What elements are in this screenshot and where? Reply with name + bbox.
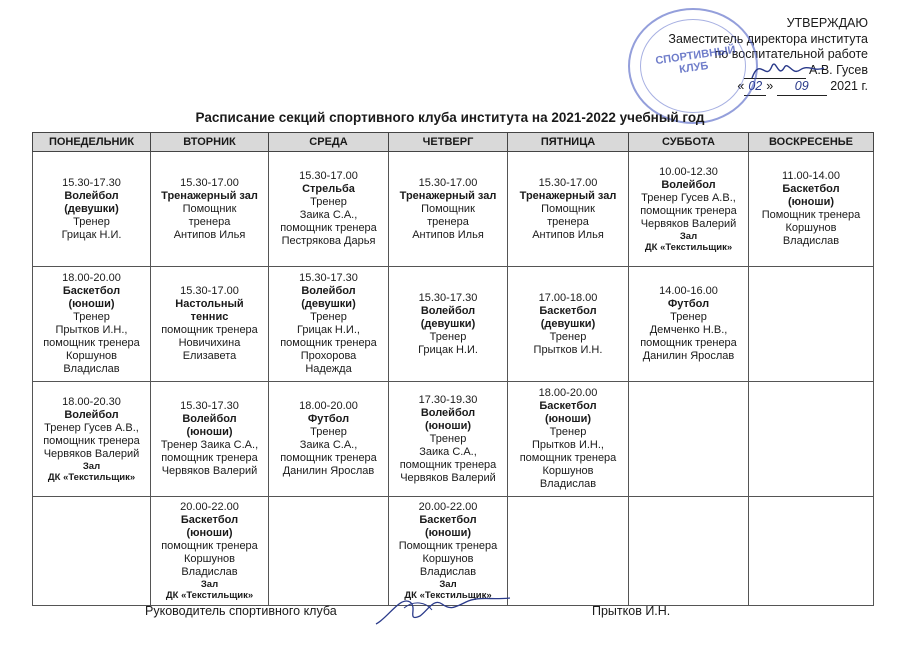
staff-line: Червяков Валерий: [640, 217, 737, 230]
schedule-cell: [151, 497, 269, 606]
venue-line: ДК «Текстильщик»: [404, 590, 492, 601]
staff-line: Прохорова: [300, 350, 357, 362]
staff-line: Тренер: [549, 426, 587, 438]
session-time: 15.30-17.00: [180, 285, 239, 297]
staff-line: Тренер Гусев А.В.,: [44, 421, 139, 434]
staff-line: помощник тренера: [280, 222, 377, 234]
activity-name: (девушки): [540, 317, 596, 330]
staff-line: Помощник: [421, 202, 475, 215]
staff-line: Пестрякова Дарья: [281, 235, 376, 247]
session-time: 15.30-17.30: [62, 176, 121, 189]
staff-line: Владислав: [539, 478, 597, 490]
activity-name: Волейбол: [301, 285, 356, 297]
date-month: 09: [777, 79, 827, 96]
official-stamp: [628, 8, 758, 124]
staff-line: Тренер: [670, 311, 707, 323]
header-monday: ПОНЕДЕЛЬНИК: [33, 133, 151, 152]
activity-name: Тренажерный зал: [519, 189, 617, 202]
venue-line: ДК «Текстильщик»: [165, 590, 254, 601]
club-head-signature: [370, 588, 520, 632]
session-time: 15.30-17.30: [299, 272, 358, 284]
staff-line: Заика С.А.,: [299, 209, 358, 221]
header-tuesday: ВТОРНИК: [151, 133, 269, 152]
staff-line: помощник тренера: [640, 337, 737, 349]
staff-line: Тренер: [429, 330, 467, 343]
staff-line: Антипов Илья: [532, 228, 604, 241]
staff-line: Помощник тренера: [761, 209, 861, 221]
schedule-cell: [629, 152, 749, 267]
staff-line: тренера: [427, 215, 469, 228]
date-close-quote: »: [766, 79, 774, 93]
activity-name: Футбол: [667, 298, 710, 310]
schedule-cell: [269, 382, 389, 497]
date-day: 02: [744, 79, 766, 96]
session-time: 18.00-20.00: [299, 400, 358, 412]
activity-name: Тренажерный зал: [399, 189, 497, 202]
header-wednesday: СРЕДА: [269, 133, 389, 152]
schedule-cell: [151, 267, 269, 382]
staff-line: Заика С.А.,: [299, 439, 358, 451]
schedule-cell: [389, 152, 508, 267]
staff-line: Грицак Н.И.,: [297, 324, 360, 336]
session-time: 10.00-12.30: [659, 165, 718, 178]
schedule-cell: [629, 382, 749, 497]
session-time: 15.30-17.30: [418, 291, 478, 304]
staff-line: Помощник тренера: [398, 540, 498, 552]
staff-line: Прытков И.Н.,: [55, 324, 128, 336]
staff-line: Елизавета: [182, 350, 237, 362]
session-time: 20.00-22.00: [418, 501, 478, 513]
staff-line: помощник тренера: [519, 452, 617, 464]
activity-name: (юноши): [787, 196, 834, 208]
activity-name: Волейбол: [182, 413, 237, 425]
staff-line: Червяков Валерий: [161, 465, 258, 477]
director-signature: [748, 48, 828, 88]
activity-name: Волейбол: [64, 408, 119, 421]
schedule-cell: [749, 267, 874, 382]
staff-line: Тренер Заика С.А.,: [160, 439, 259, 451]
session-time: 15.30-17.00: [538, 176, 598, 189]
date-year: 2021 г.: [830, 79, 868, 93]
staff-line: помощник тренера: [43, 337, 140, 349]
activity-name: Баскетбол: [539, 400, 597, 412]
table-header-row: [33, 133, 874, 152]
activity-name: Баскетбол: [180, 514, 239, 526]
activity-name: (юноши): [424, 419, 471, 432]
schedule-cell: [508, 382, 629, 497]
schedule-cell: [508, 267, 629, 382]
staff-line: помощник тренера: [161, 540, 258, 552]
staff-line: Надежда: [305, 363, 352, 375]
activity-name: Баскетбол: [782, 183, 840, 195]
activity-name: (девушки): [64, 202, 119, 215]
staff-line: Прытков И.Н.: [533, 343, 603, 356]
staff-line: Коршунов: [65, 350, 117, 362]
approval-position-2: по воспитательной работе: [714, 47, 868, 61]
header-sunday: ВОСКРЕСЕНЬЕ: [749, 133, 874, 152]
activity-name: Волейбол: [420, 304, 476, 317]
staff-line: Демченко Н.В.,: [649, 324, 728, 336]
table-row: [33, 267, 874, 382]
session-time: 18.00-20.30: [62, 395, 121, 408]
schedule-cell: [389, 382, 508, 497]
staff-line: Коршунов: [785, 222, 837, 234]
schedule-cell: [33, 382, 151, 497]
activity-name: (юноши): [186, 527, 233, 539]
session-time: 15.30-17.00: [180, 176, 239, 189]
staff-line: тренера: [547, 215, 589, 228]
schedule-cell: [33, 497, 151, 606]
venue-line: Зал: [200, 579, 219, 590]
staff-line: Червяков Валерий: [43, 447, 140, 460]
schedule-cell: [33, 267, 151, 382]
session-time: 17.30-19.30: [418, 393, 478, 406]
approval-position: Заместитель директора института: [668, 31, 868, 46]
footer-role: Руководитель спортивного клуба: [145, 604, 337, 618]
table-row: [33, 382, 874, 497]
table-row: [33, 152, 874, 267]
schedule-cell: [629, 497, 749, 606]
staff-line: помощник тренера: [280, 452, 377, 464]
staff-line: Тренер Гусев А.В.,: [641, 191, 736, 204]
venue-line: Зал: [439, 579, 457, 590]
staff-line: Антипов Илья: [412, 228, 484, 241]
session-time: 14.00-16.00: [659, 285, 718, 297]
activity-name: Баскетбол: [62, 285, 121, 297]
activity-name: Волейбол: [661, 178, 716, 191]
schedule-cell: [749, 382, 874, 497]
schedule-cell: [389, 267, 508, 382]
session-time: 17.00-18.00: [538, 291, 598, 304]
activity-name: Настольный: [175, 298, 244, 310]
staff-line: Тренер: [310, 426, 347, 438]
schedule-cell: [151, 382, 269, 497]
activity-name: (юноши): [424, 527, 471, 539]
schedule-cell: [269, 267, 389, 382]
schedule-cell: [508, 152, 629, 267]
schedule-cell: [629, 267, 749, 382]
staff-line: Грицак Н.И.: [418, 343, 478, 356]
staff-line: Червяков Валерий: [400, 471, 496, 484]
activity-name: теннис: [190, 311, 229, 323]
stamp-text: СПОРТИВНЫЙ КЛУБ: [654, 44, 737, 76]
staff-line: Владислав: [181, 566, 238, 578]
venue-line: ДК «Текстильщик»: [47, 471, 136, 483]
staff-line: Владислав: [63, 363, 120, 375]
schedule-cell: [269, 152, 389, 267]
schedule-cell: [33, 152, 151, 267]
staff-line: Прытков И.Н.,: [532, 439, 604, 451]
staff-line: тренера: [188, 215, 231, 228]
activity-name: Волейбол: [64, 189, 119, 202]
schedule-table: [32, 132, 874, 606]
schedule-cell: [749, 497, 874, 606]
page-title: Расписание секций спортивного клуба института на 2021-2022 учебный год: [195, 110, 705, 125]
staff-line: помощник тренера: [161, 452, 258, 464]
schedule-cell: [151, 152, 269, 267]
staff-line: Коршунов: [422, 553, 474, 565]
staff-line: Тренер: [549, 330, 587, 343]
header-saturday: СУББОТА: [629, 133, 749, 152]
staff-line: Тренер: [429, 432, 467, 445]
activity-name: Тренажерный зал: [161, 189, 258, 202]
activity-name: (юноши): [544, 413, 591, 425]
activity-name: Стрельба: [302, 183, 355, 195]
staff-line: Тренер: [73, 311, 110, 323]
venue-line: ДК «Текстильщик»: [644, 241, 733, 253]
staff-line: Помощник: [182, 202, 237, 215]
session-time: 11.00-14.00: [782, 170, 840, 182]
header-thursday: ЧЕТВЕРГ: [389, 133, 508, 152]
footer-name: Прытков И.Н.: [592, 604, 671, 618]
staff-line: помощник тренера: [280, 337, 377, 349]
staff-line: Помощник: [541, 202, 595, 215]
date-open-quote: «: [737, 79, 745, 93]
session-time: 18.00-20.00: [62, 272, 121, 284]
activity-name: (девушки): [301, 298, 356, 310]
staff-line: Владислав: [782, 235, 840, 247]
staff-line: Тренер: [310, 196, 347, 208]
session-time: 15.30-17.30: [180, 400, 239, 412]
schedule-cell: [508, 497, 629, 606]
approval-name: А.В. Гусев: [809, 62, 868, 77]
staff-line: помощник тренера: [399, 458, 497, 471]
session-time: 15.30-17.00: [418, 176, 478, 189]
activity-name: Баскетбол: [419, 514, 477, 526]
staff-line: Коршунов: [542, 465, 594, 477]
staff-line: Данилин Ярослав: [642, 350, 735, 362]
staff-line: Тренер: [73, 215, 110, 228]
staff-line: Данилин Ярослав: [282, 465, 375, 477]
activity-name: (юноши): [186, 426, 233, 438]
activity-name: Баскетбол: [539, 304, 597, 317]
staff-line: Тренер: [310, 311, 347, 323]
staff-line: помощник тренера: [640, 204, 737, 217]
staff-line: Антипов Илья: [173, 228, 246, 241]
activity-name: (юноши): [68, 298, 115, 310]
venue-line: Зал: [82, 460, 101, 472]
header-friday: ПЯТНИЦА: [508, 133, 629, 152]
staff-line: Заика С.А.,: [419, 445, 477, 458]
staff-line: помощник тренера: [43, 434, 140, 447]
staff-line: Грицак Н.И.: [61, 228, 122, 241]
session-time: 18.00-20.00: [538, 387, 598, 399]
schedule-cell: [749, 152, 874, 267]
activity-name: Волейбол: [420, 406, 476, 419]
session-time: 15.30-17.00: [299, 170, 358, 182]
venue-line: Зал: [679, 230, 698, 242]
activity-name: (девушки): [420, 317, 476, 330]
approval-heading: УТВЕРЖДАЮ: [786, 16, 868, 30]
session-time: 20.00-22.00: [180, 501, 239, 513]
staff-line: Коршунов: [183, 553, 235, 565]
staff-line: помощник тренера: [161, 324, 258, 336]
staff-line: Владислав: [419, 566, 477, 578]
staff-line: Новичихина: [178, 337, 241, 349]
activity-name: Футбол: [307, 413, 350, 425]
